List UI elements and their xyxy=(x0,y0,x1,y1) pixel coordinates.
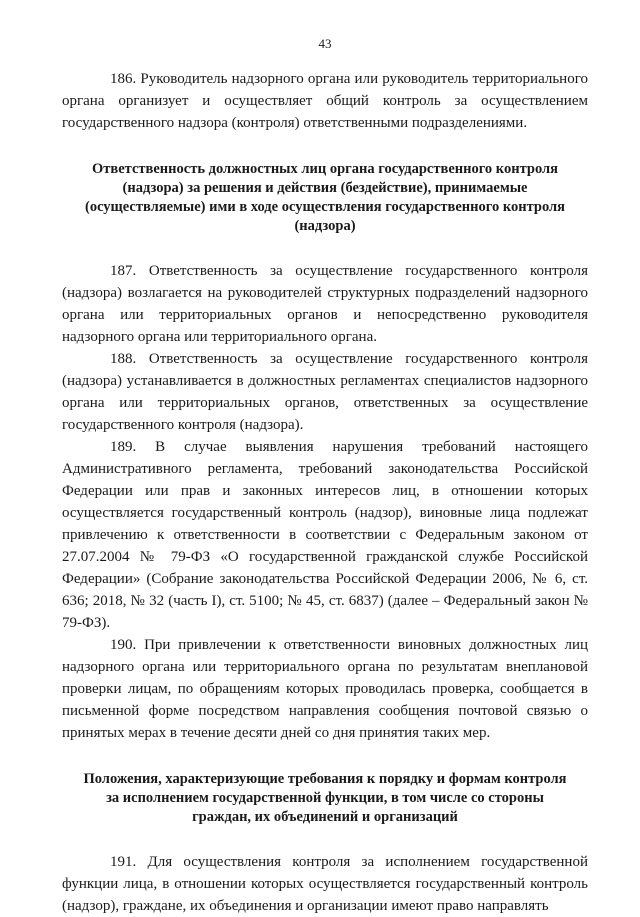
spacer xyxy=(62,744,588,770)
paragraph-187: 187. Ответственность за осуществление государственного контроля (надзора) возлагается на руководителей структурных подразделений надзорного органа или территориальных органов и непосредственно руководителя надзорного органа или территориального органа. xyxy=(62,263,588,345)
page-number: 43 xyxy=(318,36,332,51)
paragraph-190: 190. При привлечении к ответственности виновных должностных лиц надзорного органа или территориального органа по результатам внеплановой проверки лицам, по обращениям которых проводилась проверка, сообщается в письменной форме посредством направления сообщения почтовой связью о принятых мерах в течение десяти дней со дня принятия таких мер. xyxy=(62,637,588,741)
spacer xyxy=(62,236,588,260)
paragraph-188: 188. Ответственность за осуществление государственного контроля (надзора) устанавливается в должностных регламентах специалистов надзорного органа или территориальных органов, ответственных за осуществление государственного контроля (надзора). xyxy=(62,351,588,433)
spacer xyxy=(62,134,588,160)
paragraph-191: 191. Для осуществления контроля за исполнением государственной функции лица, в отношении которых осуществляется государственный контроль (надзор), граждане, их объединения и организации имеют право направлять xyxy=(62,854,588,914)
paragraph-186: 186. Руководитель надзорного органа или руководитель территориального органа организует и осуществляет общий контроль за осуществлением государственного надзора (контроля) ответственными подразделениями. xyxy=(62,71,588,131)
paragraph-189: 189. В случае выявления нарушения требований настоящего Административного регламента, требований законодательства Российской Федерации или прав и законных интересов лиц, в отношении которых осуществляется государственный контроль (надзор), виновные лица подлежат привлечению к ответственности в соответствии с Федеральным законом от 27.07.2004 № 79-ФЗ «О государственной гражданской службе Российской Федерации» (Собрание законодательства Российской Федерации 2006, № 6, ст. 636; 2018, № 32 (часть I), ст. 5100; № 45, ст. 6837) (далее – Федеральный закон № 79-ФЗ). xyxy=(62,439,588,631)
section-heading-control-requirements: Положения, характеризующие требования к порядку и формам контроля за исполнением государственной функции, в том числе со стороны граждан, их объединений и организаций xyxy=(83,771,567,825)
spacer xyxy=(62,827,588,851)
section-heading-responsibility: Ответственность должностных лиц органа государственного контроля (надзора) за решения и действия (бездействие), принимаемые (осуществляемые) ими в ходе осуществления государственного контроля (надзора) xyxy=(84,161,566,234)
